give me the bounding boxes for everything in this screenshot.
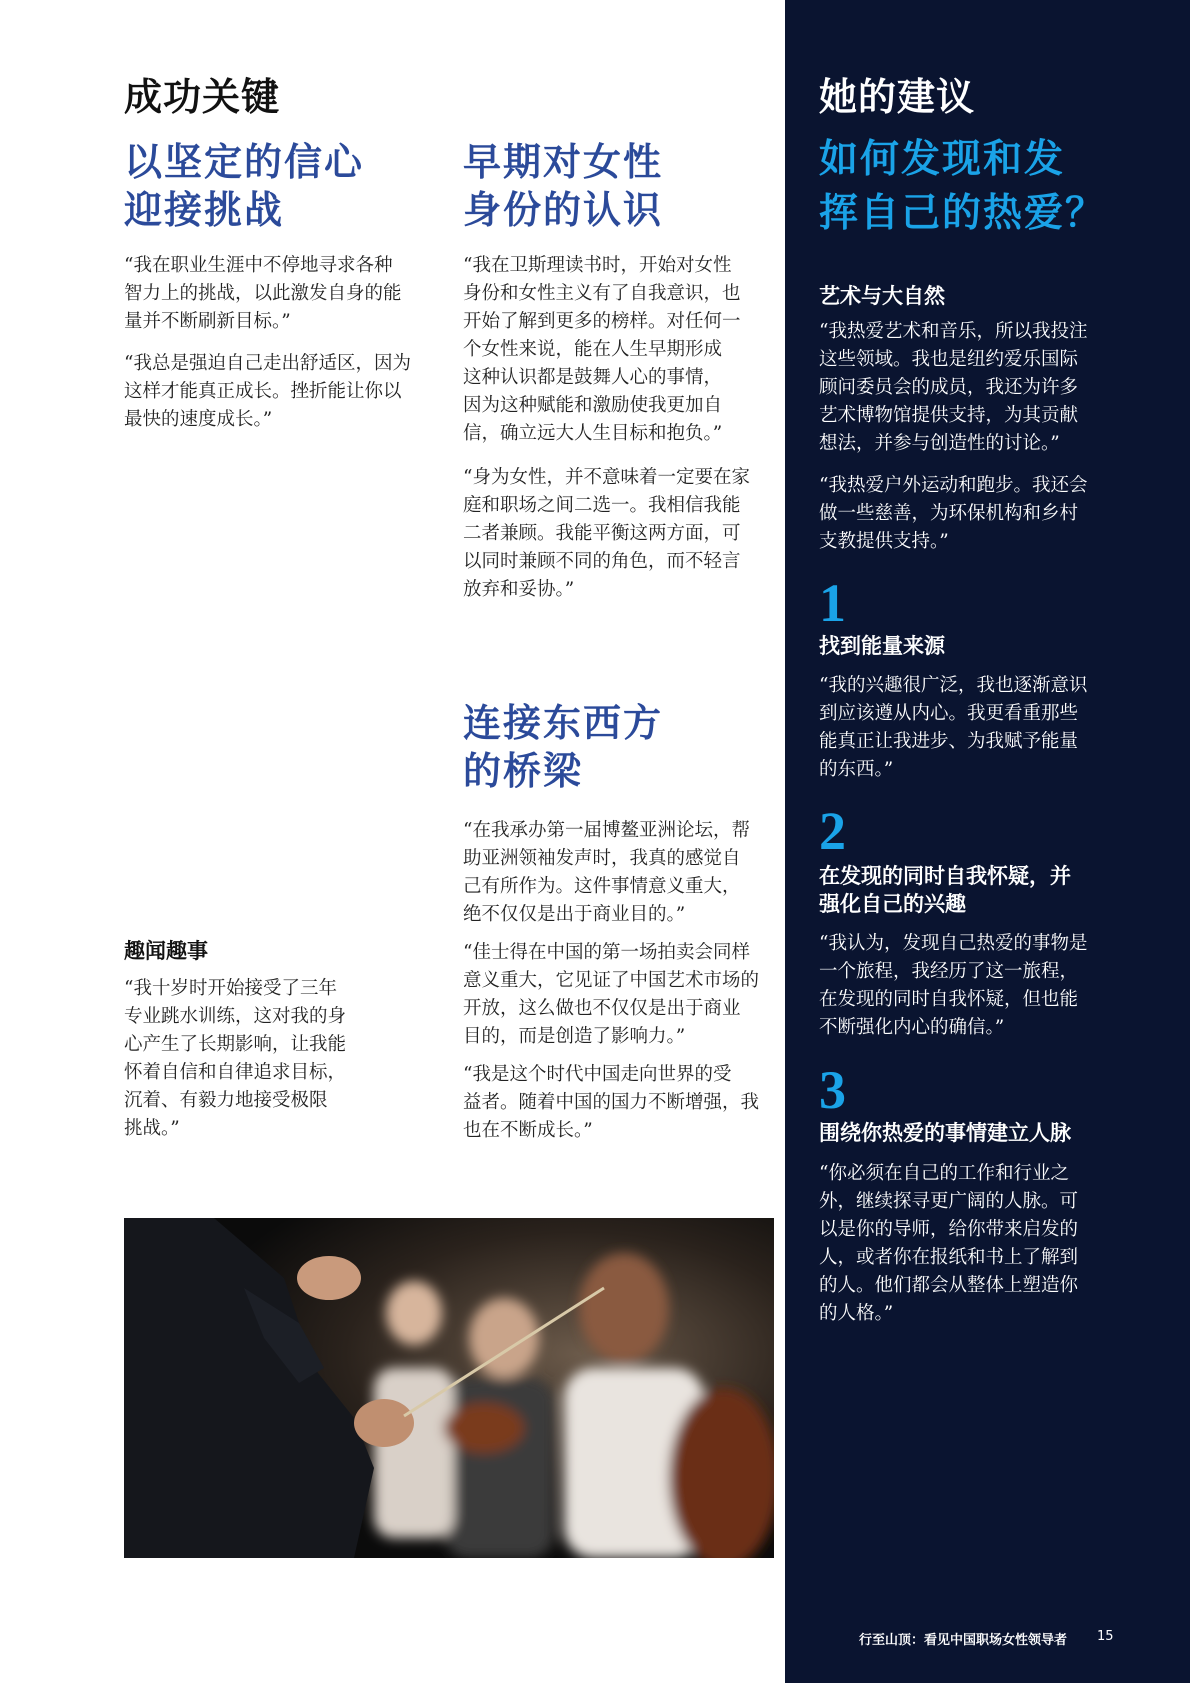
tip-title: 找到能量来源 [819, 633, 945, 658]
col3-quotes [463, 817, 773, 1145]
quote-paragraph: “我在卫斯理读书时，开始对女性 身份和女性主义有了自我意识，也 开始了解到更多的榜样。对任何一 个女性来说，能在人生早期形成 这种认识都是鼓舞人心的事情， 因为这种赋能和激励使我更加自 信，确立远大人生目标和抱负。” [463, 255, 741, 444]
orchestra-photo-illustration [124, 1218, 774, 1558]
quote-paragraph: “我热爱艺术和音乐，所以我投注 这些领域。我也是纽约爱乐国际 顾问委员会的成员，我还为许多 艺术博物馆提供支持，为其贡献 想法，并参与创造性的讨论。” [819, 321, 1088, 454]
title-female-identity: 早期对女性 身份的认识 [463, 139, 664, 232]
col1-quotes [124, 252, 444, 434]
tip-number: 2 [819, 801, 846, 861]
quote-paragraph: “在我承办第一届博鳌亚洲论坛，帮 助亚洲领袖发声时，我真的感觉自 己有所作为。这件事情意义重大， 绝不仅仅是出于商业目的。” [463, 820, 750, 925]
title-confidence-challenges: 以坚定的信心 迎接挑战 [124, 139, 365, 232]
quote-paragraph: “我的兴趣很广泛，我也逐渐意识 到应该遵从内心。我更看重那些 能真正让我进步、为我赋予能量 的东西。” [819, 675, 1088, 780]
quote-paragraph: “身为女性，并不意味着一定要在家 庭和职场之间二选一。我相信我能 二者兼顾。我能平衡这两方面，可 以同时兼顾不同的角色，而不轻言 放弃和妥协。” [463, 467, 750, 600]
tip-number: 3 [819, 1060, 846, 1120]
quote-paragraph: “我是这个时代中国走向世界的受 益者。随着中国的国力不断增强，我 也在不断成长。” [463, 1064, 760, 1141]
quote-paragraph: “我在职业生涯中不停地寻求各种 智力上的挑战，以此激发自身的能 量并不断刷新目标。” [124, 255, 402, 332]
tip-quote-block [819, 930, 1139, 1042]
tip-quote-block [819, 1160, 1139, 1328]
tip-title: 在发现的同时自我怀疑，并 强化自己的兴趣 [819, 863, 1071, 916]
advice-sidebar [785, 0, 1190, 1683]
quote-paragraph: “我总是强迫自己走出舒适区，因为 这样才能真正成长。挫折能让你以 最快的速度成长。” [124, 353, 411, 430]
quote-paragraph: “你必须在自己的工作和行业之 外，继续探寻更广阔的人脉。可 以是你的导师，给你带来启发的 人，或者你在报纸和书上了解到 的人。他们都会从整体上塑造你 的人格。” [819, 1163, 1079, 1324]
quote-paragraph: “我十岁时开始接受了三年 专业跳水训练，这对我的身 心产生了长期影响，让我能 怀着自信和自律追求目标， 沉着、有毅力地接受极限 挑战。” [124, 978, 347, 1139]
sidebar-intro-quotes [819, 318, 1139, 556]
trivia-heading: 趣闻趣事 [124, 938, 208, 963]
trivia-block [124, 975, 424, 1143]
title-east-west-bridge: 连接东西方 的桥梁 [463, 700, 664, 793]
section-heading-keys-to-success: 成功关键 [124, 74, 281, 119]
col2-quotes [463, 252, 773, 604]
quote-paragraph: “我认为，发现自己热爱的事物是 一个旅程，我经历了这一旅程， 在发现的同时自我怀疑，但也能 不断强化内心的确信。” [819, 933, 1088, 1038]
footer-publication-title: 行至山顶：看见中国职场女性领导者 [859, 1633, 1068, 1648]
tip-quote-block [819, 672, 1139, 784]
tip-number: 1 [819, 573, 846, 633]
sidebar-heading: 她的建议 [819, 74, 976, 119]
sidebar-subheading-art-nature: 艺术与大自然 [819, 283, 945, 308]
tip-title: 围绕你热爱的事情建立人脉 [819, 1120, 1071, 1145]
page-number: 15 [1097, 1629, 1114, 1644]
quote-paragraph: “我热爱户外运动和跑步。我还会 做一些慈善，为环保机构和乡村 支教提供支持。” [819, 475, 1088, 552]
sidebar-title: 如何发现和发 挥自己的热爱？ [819, 136, 1107, 236]
quote-paragraph: “佳士得在中国的第一场拍卖会同样 意义重大，它见证了中国艺术市场的 开放，这么做也不仅仅是出于商业 目的，而是创造了影响力。” [463, 942, 760, 1047]
orchestra-conductor-photo [124, 1218, 774, 1558]
